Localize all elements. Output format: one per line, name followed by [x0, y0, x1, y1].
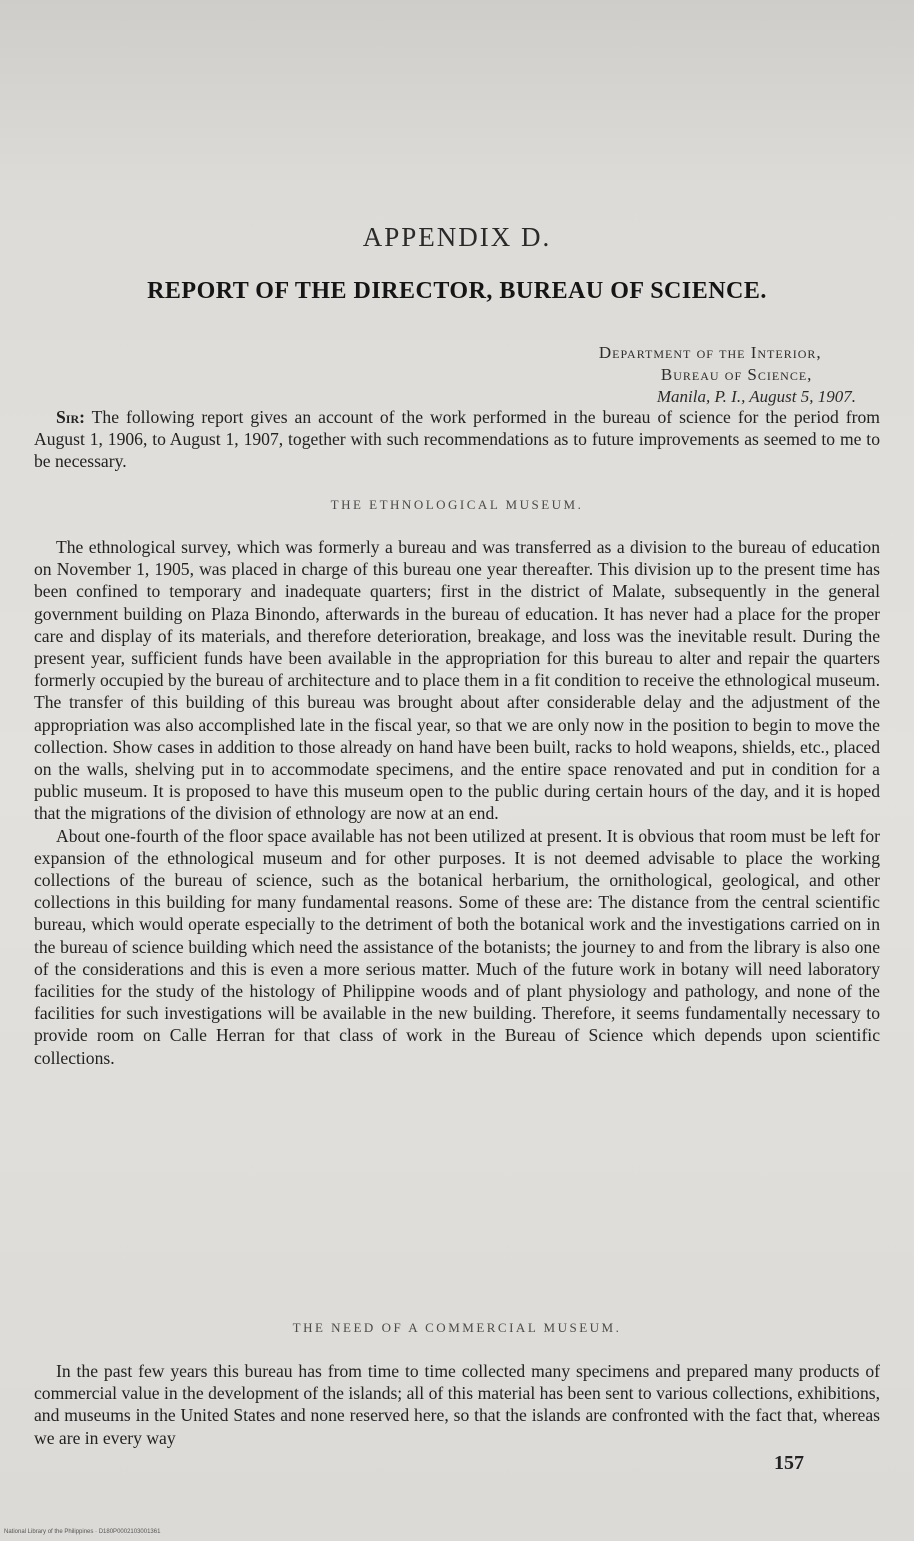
- section-heading-ethnological-museum: THE ETHNOLOGICAL MUSEUM.: [330, 497, 584, 512]
- paragraph: The ethnological survey, which was formerly a bureau and was transferred as a division to the bureau of education on November 1, 1905, was placed in charge of this bureau one year thereafter. This division up to the present time has been confined to temporary and inadequate quarters; first in the district of Malate, subsequently in the general government building on Plaza Binondo, afterwards in the bureau of education. It has never had a place for the proper care and display of its materials, and therefore deterioration, breakage, and loss was the inevitable result. During the present year, sufficient funds have been available in the appropriation for this bureau to alter and repair the quarters formerly occupied by the bureau of architecture and to place them in a fit condition to receive the ethnological museum. The transfer of this building of this bureau was brought about after considerable delay and the adjustment of the appropriation was also accomplished late in the fiscal year, so that we are only now in the position to begin to move the collection. Show cases in addition to those already on hand have been built, racks to hold weapons, shields, etc., placed on the walls, shelving put in to accommodate specimens, and the entire space renovated and put in condition for a public museum. It is proposed to have this museum open to the public during certain hours of the day, and it is hoped that the migrations of the division of ethnology are now at an end.: [34, 537, 880, 824]
- salutation-text: The following report gives an account of the work performed in the bureau of science for the period from August 1, 1906, to August 1, 1907, together with such recommendations as to future improvements as seemed to me to be necessary.: [34, 407, 880, 472]
- section-heading-commercial-museum: THE NEED OF A COMMERCIAL MUSEUM.: [292, 1320, 622, 1335]
- appendix-heading: APPENDIX D.: [362, 222, 552, 252]
- dateline-department: Department of the Interior,: [598, 343, 822, 362]
- salutation-word: Sir:: [56, 407, 85, 427]
- section-commercial-museum: [34, 1360, 880, 1449]
- paragraph: In the past few years this bureau has from time to time collected many specimens and prepared many products of commercial value in the development of the islands; all of this material has been sent to various collections, exhibitions, and museums in the United States and none reserved here, so that the islands are confronted with the fact that, whereas we are in every way: [34, 1361, 880, 1448]
- salutation-line: [34, 406, 880, 473]
- report-title: REPORT OF THE DIRECTOR, BUREAU OF SCIENCE.: [147, 278, 767, 304]
- section-ethnological-museum: [34, 536, 880, 1069]
- paragraph: About one-fourth of the floor space available has not been utilized at present. It is obvious that room must be left for expansion of the ethnological museum and for other purposes. It is not deemed advisable to place the working collections of the bureau of science, such as the botanical herbarium, the ornithological, geological, and other collections in this building for many fundamental reasons. Some of these are: The distance from the central scientific bureau, which would operate especially to the detriment of both the botanical work and the investigations carried on in the bureau of science building which need the assistance of the botanists; the journey to and from the library is also one of the considerations and this is even a more serious matter. Much of the future work in botany will need laboratory facilities for the study of the histology of Philippine woods and of plant physiology and pathology, and none of the facilities for such investigations will be available in the new building. Therefore, it seems fundamentally necessary to provide room on Calle Herran for that class of work in the Bureau of Science which depends upon scientific collections.: [34, 825, 880, 1068]
- dateline: [599, 342, 856, 408]
- salutation-paragraph: [34, 406, 880, 473]
- page-number: 157: [774, 1452, 804, 1474]
- footer-source: National Library of the Philippines · D180P0002103001361: [4, 1529, 161, 1535]
- dateline-bureau: Bureau of Science,: [660, 365, 813, 384]
- dateline-place-date: Manila, P. I., August 5, 1907.: [656, 387, 856, 406]
